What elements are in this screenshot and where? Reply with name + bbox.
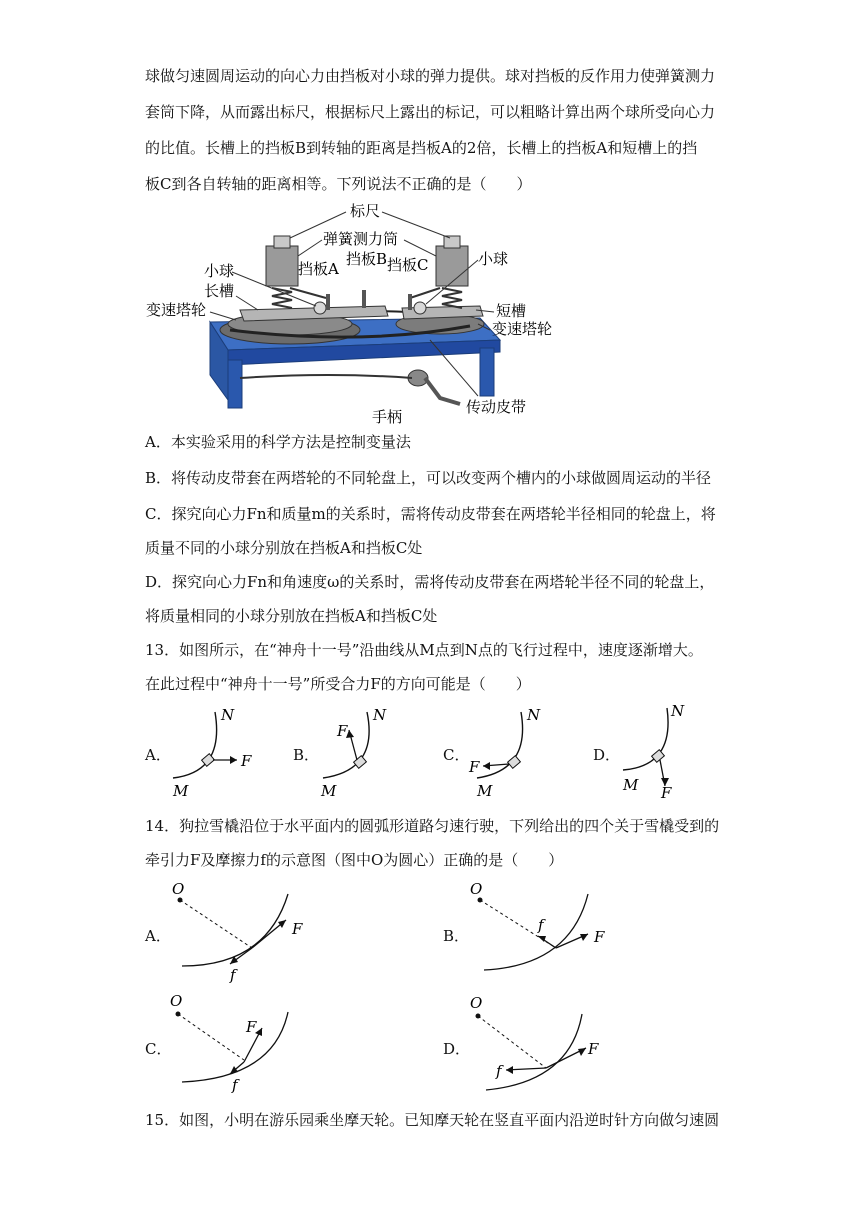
q12-option-c-cont: 质量不同的小球分别放在挡板A和挡板C处 [145,539,423,557]
q14-d-traction: F [588,1040,599,1058]
q15-text-1: 15．如图，小明在游乐园乘坐摩天轮。已知摩天轮在竖直平面内沿逆时针方向做匀速圆 [145,1111,720,1129]
q14-a-friction: f [230,966,236,984]
q14-label-c: C． [145,1040,172,1058]
q14-c-friction: f [232,1076,238,1094]
q13-a-point-n: N [221,706,235,724]
q12-intro-line-1: 球做匀速圆周运动的向心力由挡板对小球的弹力提供。球对挡板的反作用力使弹簧测力 [145,67,716,85]
q14-figure-a [168,878,318,988]
label-tower-right: 变速塔轮 [492,320,553,338]
q13-d-point-m: M [623,776,639,794]
q14-b-traction: F [594,928,605,946]
centripetal-apparatus-figure [140,200,580,430]
q14-label-a: A． [145,927,171,945]
q14-d-friction: f [496,1062,502,1080]
q13-d-force: F [661,784,672,800]
q13-a-force: F [241,752,252,770]
q14-a-center: O [172,880,185,898]
q13-c-point-n: N [527,706,541,724]
q14-figure-d [466,990,616,1100]
label-long-slot: 长槽 [204,282,235,300]
label-ruler: 标尺 [350,202,381,220]
q13-a-point-m: M [173,782,189,800]
label-belt: 传动皮带 [466,398,527,416]
q14-b-center: O [470,880,483,898]
q13-b-point-m: M [321,782,337,800]
q14-label-b: B． [443,927,470,945]
q14-label-d: D． [443,1040,471,1058]
label-plate-c: 挡板C [387,256,429,274]
q13-label-b: B． [293,746,320,764]
q13-b-force: F [337,722,348,740]
label-plate-a: 挡板A [298,260,339,278]
q12-intro-line-4: 板C到各自转轴的距离相等。下列说法不正确的是（ ） [145,175,532,193]
q13-c-force: F [469,758,480,776]
q13-figure-d [615,700,725,800]
q14-text-1: 14．狗拉雪橇沿位于水平面内的圆弧形道路匀速行驶，下列给出的四个关于雪橇受到的 [145,817,720,835]
q13-figure-c [465,700,575,800]
q14-c-traction: F [246,1018,257,1036]
q14-a-traction: F [292,920,303,938]
q13-text-1: 13．如图所示，在“神舟十一号”沿曲线从M点到N点的飞行过程中，速度逐渐增大。 [145,641,703,659]
q12-intro-line-2: 套筒下降，从而露出标尺，根据标尺上露出的标记，可以粗略计算出两个球所受向心力 [145,103,716,121]
q13-label-c: C． [443,746,470,764]
q14-b-friction: f [538,916,544,934]
q14-c-center: O [170,992,183,1010]
q13-label-d: D． [593,746,621,764]
q14-text-2: 牵引力F及摩擦力f的示意图（图中O为圆心）正确的是（ ） [145,851,564,869]
q13-b-point-n: N [373,706,387,724]
label-tower-left: 变速塔轮 [146,301,207,319]
label-ball-left: 小球 [204,262,235,280]
q12-option-a: A．本实验采用的科学方法是控制变量法 [145,433,411,451]
q13-c-point-m: M [477,782,493,800]
q13-text-2: 在此过程中“神舟十一号”所受合力F的方向可能是（ ） [145,675,531,693]
label-short-slot: 短槽 [496,302,527,320]
q12-option-b: B．将传动皮带套在两塔轮的不同轮盘上，可以改变两个槽内的小球做圆周运动的半径 [145,469,712,487]
label-plate-b: 挡板B [346,250,388,268]
q13-figure-a [165,700,275,800]
q12-option-c: C．探究向心力Fn和质量m的关系时，需将传动皮带套在两塔轮半径相同的轮盘上，将 [145,505,716,523]
q13-figure-b [315,700,425,800]
label-ball-right: 小球 [478,250,509,268]
q12-intro-line-3: 的比值。长槽上的挡板B到转轴的距离是挡板A的2倍，长槽上的挡板A和短槽上的挡 [145,139,698,157]
q12-option-d: D．探究向心力Fn和角速度ω的关系时，需将传动皮带套在两塔轮半径不同的轮盘上， [145,573,715,591]
q14-figure-c [168,990,318,1100]
q12-option-d-cont: 将质量相同的小球分别放在挡板A和挡板C处 [145,607,438,625]
q14-d-center: O [470,994,483,1012]
q13-d-point-n: N [671,702,685,720]
label-spring-tube: 弹簧测力筒 [323,230,399,248]
q14-figure-b [466,878,616,988]
label-handle: 手柄 [372,408,403,426]
q13-label-a: A． [145,746,171,764]
